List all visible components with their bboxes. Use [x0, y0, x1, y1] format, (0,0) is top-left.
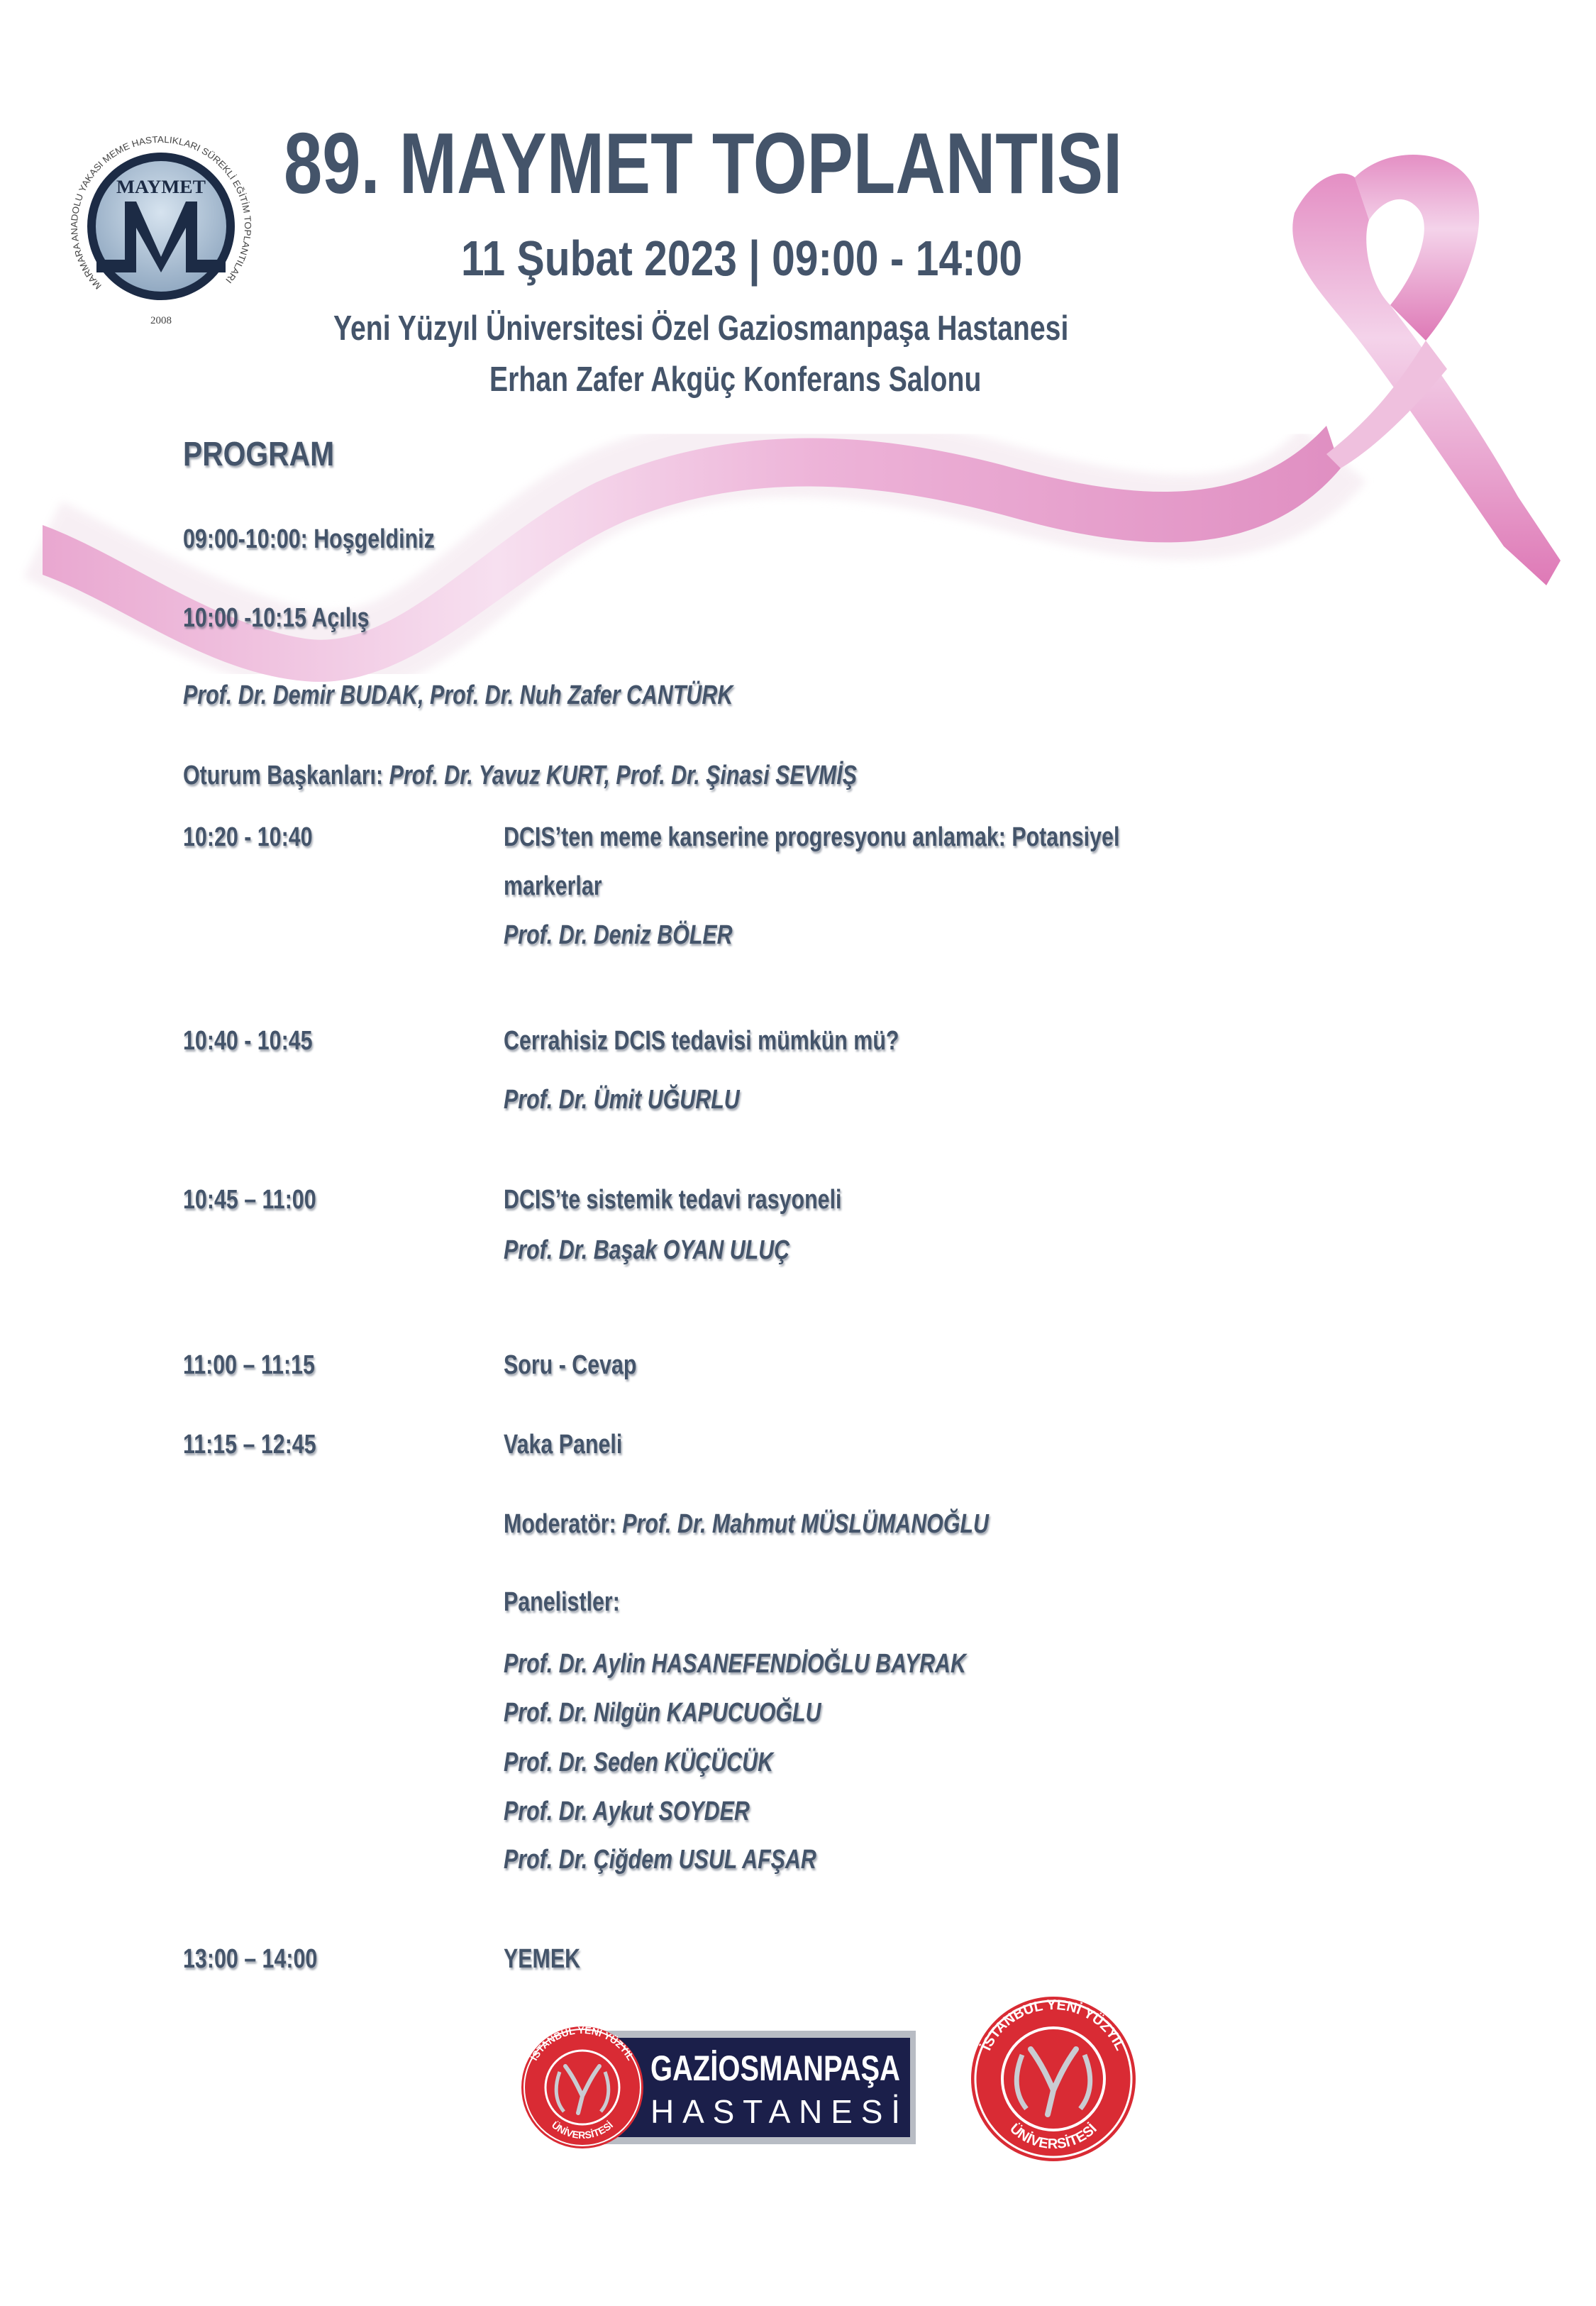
university-seal-top-text: İSTANBUL YENİ YÜZYIL	[978, 1997, 1129, 2053]
session-speaker-text: Prof. Dr. Başak OYAN ULUÇ	[504, 1235, 790, 1265]
page-title-text: 89. MAYMET TOPLANTISI	[284, 115, 1123, 211]
panelists-label	[504, 1586, 649, 1618]
maymet-logo-wordmark: MAYMET	[116, 177, 206, 197]
university-seal-bottom-text: ÜNİVERSİTESİ	[1007, 2120, 1100, 2153]
session-time	[183, 1943, 351, 1975]
moderator-label: Moderatör:	[504, 1509, 616, 1539]
hospital-name-line2: HASTANESİ	[650, 2093, 900, 2130]
session-title	[504, 1428, 652, 1461]
yeni-yuzyil-university-seal	[968, 1994, 1138, 2164]
panelist	[504, 1843, 894, 1876]
panelist	[504, 1746, 841, 1779]
panelist-name: Prof. Dr. Çiğdem USUL AFŞAR	[504, 1845, 816, 1875]
session-time-text: 10:45 – 11:00	[183, 1185, 316, 1215]
session-time-text: 10:20 - 10:40	[183, 822, 313, 852]
session-time	[183, 1349, 348, 1381]
session-title	[504, 1025, 998, 1057]
panelist-name: Prof. Dr. Aylin HASANEFENDİOĞLU BAYRAK	[504, 1649, 966, 1679]
opening-item-text: 10:00 -10:15 Açılış	[183, 603, 370, 633]
session-title-text: DCIS’ten meme kanserine progresyonu anlamak: Potansiyel	[504, 822, 1120, 852]
session-time-text: 11:15 – 12:45	[183, 1430, 316, 1460]
session-title-text: Cerrahisiz DCIS tedavisi mümkün mü?	[504, 1026, 899, 1056]
hospital-seal-top-text: İSTANBUL YENİ YÜZYIL	[528, 2024, 637, 2063]
session-title-text: Vaka Paneli	[504, 1430, 623, 1460]
session-title-text: Soru - Cevap	[504, 1350, 637, 1380]
maymet-logo	[65, 125, 257, 331]
session-title-continued	[504, 870, 626, 903]
maymet-logo-year: 2008	[150, 315, 172, 326]
venue-line-1-text: Yeni Yüzyıl Üniversitesi Özel Gaziosmanpaşa Hastanesi	[333, 309, 1069, 348]
session-speaker-text: Prof. Dr. Ümit UĞURLU	[504, 1085, 740, 1115]
session-title-continued-text: markerlar	[504, 871, 602, 901]
moderator-name: Prof. Dr. Mahmut MÜSLÜMANOĞLU	[622, 1509, 989, 1539]
panelist	[504, 1795, 811, 1828]
session-title	[504, 821, 1274, 854]
program-heading-text: PROGRAM	[183, 436, 335, 473]
hospital-seal-bottom-text: ÜNİVERSİTESİ	[549, 2119, 616, 2141]
session-title	[504, 1349, 670, 1381]
welcome-item	[183, 523, 497, 556]
opening-speakers-text: Prof. Dr. Demir BUDAK, Prof. Dr. Nuh Zafer CANTÜRK	[183, 680, 733, 710]
panelist-name: Prof. Dr. Seden KÜÇÜCÜK	[504, 1748, 774, 1777]
gaziosmanpasa-hospital-logo	[520, 2022, 917, 2150]
page-title	[284, 114, 1332, 213]
session-time	[183, 821, 345, 854]
welcome-item-text: 09:00-10:00: Hoşgeldiniz	[183, 524, 435, 554]
opening-speakers	[183, 679, 870, 712]
event-date-time	[461, 228, 1129, 288]
session-chairs-names: Prof. Dr. Yavuz KURT, Prof. Dr. Şinasi SEVMİŞ	[389, 761, 857, 790]
session-speaker	[504, 1083, 799, 1116]
session-title-text: YEMEK	[504, 1944, 581, 1974]
venue-line-2-text: Erhan Zafer Akgüç Konferans Salonu	[489, 360, 982, 399]
session-time	[183, 1184, 350, 1216]
session-speaker	[504, 919, 789, 951]
hospital-name-line1: GAZİOSMANPAŞA	[650, 2048, 900, 2088]
program-heading	[183, 434, 361, 475]
session-time	[183, 1428, 350, 1461]
session-speaker	[504, 1234, 861, 1267]
event-date-time-text: 11 Şubat 2023 | 09:00 - 14:00	[461, 231, 1023, 286]
panelist-name: Prof. Dr. Aykut SOYDER	[504, 1797, 750, 1826]
panelist	[504, 1648, 1082, 1680]
session-speaker-text: Prof. Dr. Deniz BÖLER	[504, 920, 733, 950]
maymet-logo-ring-text: MARMARA ANADOLU YAKASI MEME HASTALIKLARI SÜREKLİ EĞİTİM TOPLANTILARI	[68, 133, 254, 292]
session-time-text: 11:00 – 11:15	[183, 1350, 315, 1380]
session-chairs	[183, 759, 1025, 792]
panelist-name: Prof. Dr. Nilgün KAPUCUOĞLU	[504, 1698, 821, 1728]
panelists-label-text: Panelistler:	[504, 1587, 620, 1617]
panelist	[504, 1697, 900, 1729]
session-chairs-label: Oturum Başkanları:	[183, 761, 384, 790]
session-title	[504, 1184, 926, 1216]
session-time-text: 13:00 – 14:00	[183, 1944, 318, 1974]
session-time	[183, 1025, 345, 1057]
venue-line-2	[489, 358, 1104, 401]
opening-item	[183, 602, 416, 634]
panel-moderator	[504, 1508, 1110, 1540]
venue-line-1	[333, 307, 1252, 350]
session-time-text: 10:40 - 10:45	[183, 1026, 313, 1056]
session-title-text: DCIS’te sistemik tedavi rasyoneli	[504, 1185, 842, 1215]
session-title	[504, 1943, 599, 1975]
